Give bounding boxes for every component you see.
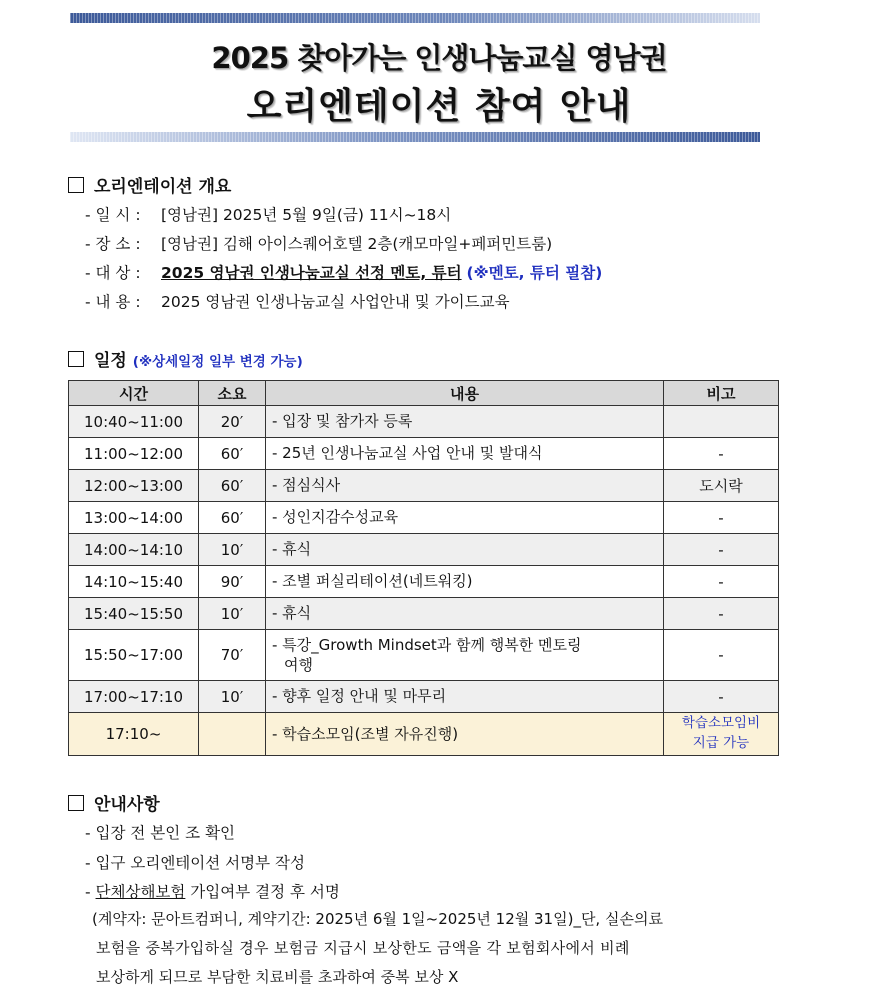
cell-time: 17:00~17:10 — [69, 681, 199, 713]
cell-note: - — [664, 630, 779, 681]
cell-duration: 60′ — [199, 470, 266, 502]
overview-date-line — [85, 203, 451, 225]
cell-note: - — [664, 438, 779, 470]
overview-place-line — [85, 232, 552, 254]
table-row — [69, 713, 779, 756]
cell-content: - 점심식사 — [266, 470, 664, 502]
cell-content: - 향후 일정 안내 및 마무리 — [266, 681, 664, 713]
header-bottom-bar — [70, 132, 760, 142]
notice-item-insurance: 단체상해보험 — [95, 883, 186, 901]
notice-item — [85, 880, 340, 902]
cell-content: - 휴식 — [266, 534, 664, 566]
cell-note: - — [664, 566, 779, 598]
cell-time: 12:00~13:00 — [69, 470, 199, 502]
cell-duration — [199, 713, 266, 756]
content-label: - 내 용 : — [85, 293, 141, 311]
page-title-line2: 오리엔테이션 참여 안내 — [246, 86, 632, 127]
target-label: - 대 상 : — [85, 264, 141, 282]
cell-note — [664, 406, 779, 438]
notices-section-heading — [68, 790, 160, 815]
notice-item-prefix: - — [85, 883, 96, 901]
overview-heading-text: 오리엔테이션 개요 — [94, 177, 232, 197]
cell-note: 도시락 — [664, 470, 779, 502]
cell-content: - 입장 및 참가자 등록 — [266, 406, 664, 438]
col-header-content: 내용 — [266, 381, 664, 406]
notice-detail-line3: 보상하게 되므로 부담한 치료비를 초과하여 중복 보상 X — [96, 968, 459, 986]
cell-time: 13:00~14:00 — [69, 502, 199, 534]
table-row — [69, 630, 779, 681]
cell-time: 15:50~17:00 — [69, 630, 199, 681]
overview-target-line — [85, 261, 602, 283]
cell-content — [266, 630, 664, 681]
page-title-line1: 2025 찾아가는 인생나눔교실 영남권 — [211, 41, 667, 75]
cell-time: 15:40~15:50 — [69, 598, 199, 630]
overview-section-heading — [68, 172, 231, 197]
cell-note: - — [664, 598, 779, 630]
notice-item-rest: 가입여부 결정 후 서명 — [185, 883, 340, 901]
cell-duration: 60′ — [199, 438, 266, 470]
cell-duration: 20′ — [199, 406, 266, 438]
cell-note: - — [664, 534, 779, 566]
checkbox-square-icon — [68, 177, 84, 193]
cell-content-line1: - 특강_Growth Mindset과 함께 행복한 멘토링 — [272, 635, 582, 654]
table-row — [69, 534, 779, 566]
cell-content: - 조별 퍼실리테이션(네트워킹) — [266, 566, 664, 598]
table-row — [69, 502, 779, 534]
cell-time: 17:10~ — [69, 713, 199, 756]
cell-note-line1: 학습소모임비 — [681, 715, 761, 732]
notice-item: - 입구 오리엔테이션 서명부 작성 — [85, 854, 305, 872]
schedule-header-row — [69, 381, 779, 406]
overview-content-line — [85, 290, 510, 312]
notice-detail-line2: 보험을 중복가입하실 경우 보험금 지급시 보상한도 금액을 각 보험회사에서 비례 — [96, 939, 630, 957]
place-value: [영남권] 김해 아이스퀘어호텔 2층(캐모마일+페퍼민트룸) — [161, 235, 553, 253]
schedule-table — [68, 380, 779, 756]
date-value: [영남권] 2025년 5월 9일(금) 11시~18시 — [161, 206, 452, 224]
cell-note: - — [664, 681, 779, 713]
cell-content-line2: 여행 — [284, 656, 313, 674]
cell-note — [664, 713, 779, 756]
cell-duration: 60′ — [199, 502, 266, 534]
cell-duration: 10′ — [199, 681, 266, 713]
table-row — [69, 681, 779, 713]
schedule-heading-text: 일정 — [94, 351, 127, 371]
place-label: - 장 소 : — [85, 235, 141, 253]
cell-note: - — [664, 502, 779, 534]
notice-detail-line1: (계약자: 문아트컴퍼니, 계약기간: 2025년 6월 1일~2025년 12월 31일)_단, 실손의료 — [92, 910, 663, 928]
target-note: (※멘토, 튜터 필참) — [466, 264, 603, 282]
cell-duration: 10′ — [199, 534, 266, 566]
col-header-time: 시간 — [69, 381, 199, 406]
cell-time: 14:10~15:40 — [69, 566, 199, 598]
table-row — [69, 566, 779, 598]
checkbox-square-icon — [68, 795, 84, 811]
cell-time: 10:40~11:00 — [69, 406, 199, 438]
schedule-section-heading — [68, 346, 303, 371]
date-label: - 일 시 : — [85, 206, 141, 224]
table-row — [69, 438, 779, 470]
checkbox-square-icon — [68, 351, 84, 367]
cell-duration: 10′ — [199, 598, 266, 630]
content-value: 2025 영남권 인생나눔교실 사업안내 및 가이드교육 — [161, 293, 510, 311]
col-header-duration: 소요 — [199, 381, 266, 406]
cell-time: 14:00~14:10 — [69, 534, 199, 566]
target-value: 2025 영남권 인생나눔교실 선정 멘토, 튜터 — [161, 264, 462, 282]
notice-item: - 입장 전 본인 조 확인 — [85, 824, 236, 842]
cell-note-line2: 지급 가능 — [692, 735, 750, 751]
table-row — [69, 406, 779, 438]
cell-duration: 70′ — [199, 630, 266, 681]
cell-duration: 90′ — [199, 566, 266, 598]
col-header-note: 비고 — [664, 381, 779, 406]
header-top-bar — [70, 13, 760, 23]
cell-content: - 휴식 — [266, 598, 664, 630]
cell-content: - 25년 인생나눔교실 사업 안내 및 발대식 — [266, 438, 664, 470]
notices-heading-text: 안내사항 — [94, 795, 160, 815]
cell-time: 11:00~12:00 — [69, 438, 199, 470]
schedule-heading-note: (※상세일정 일부 변경 가능) — [132, 354, 303, 370]
table-row — [69, 598, 779, 630]
cell-content: - 학습소모임(조별 자유진행) — [266, 713, 664, 756]
table-row — [69, 470, 779, 502]
cell-content: - 성인지감수성교육 — [266, 502, 664, 534]
